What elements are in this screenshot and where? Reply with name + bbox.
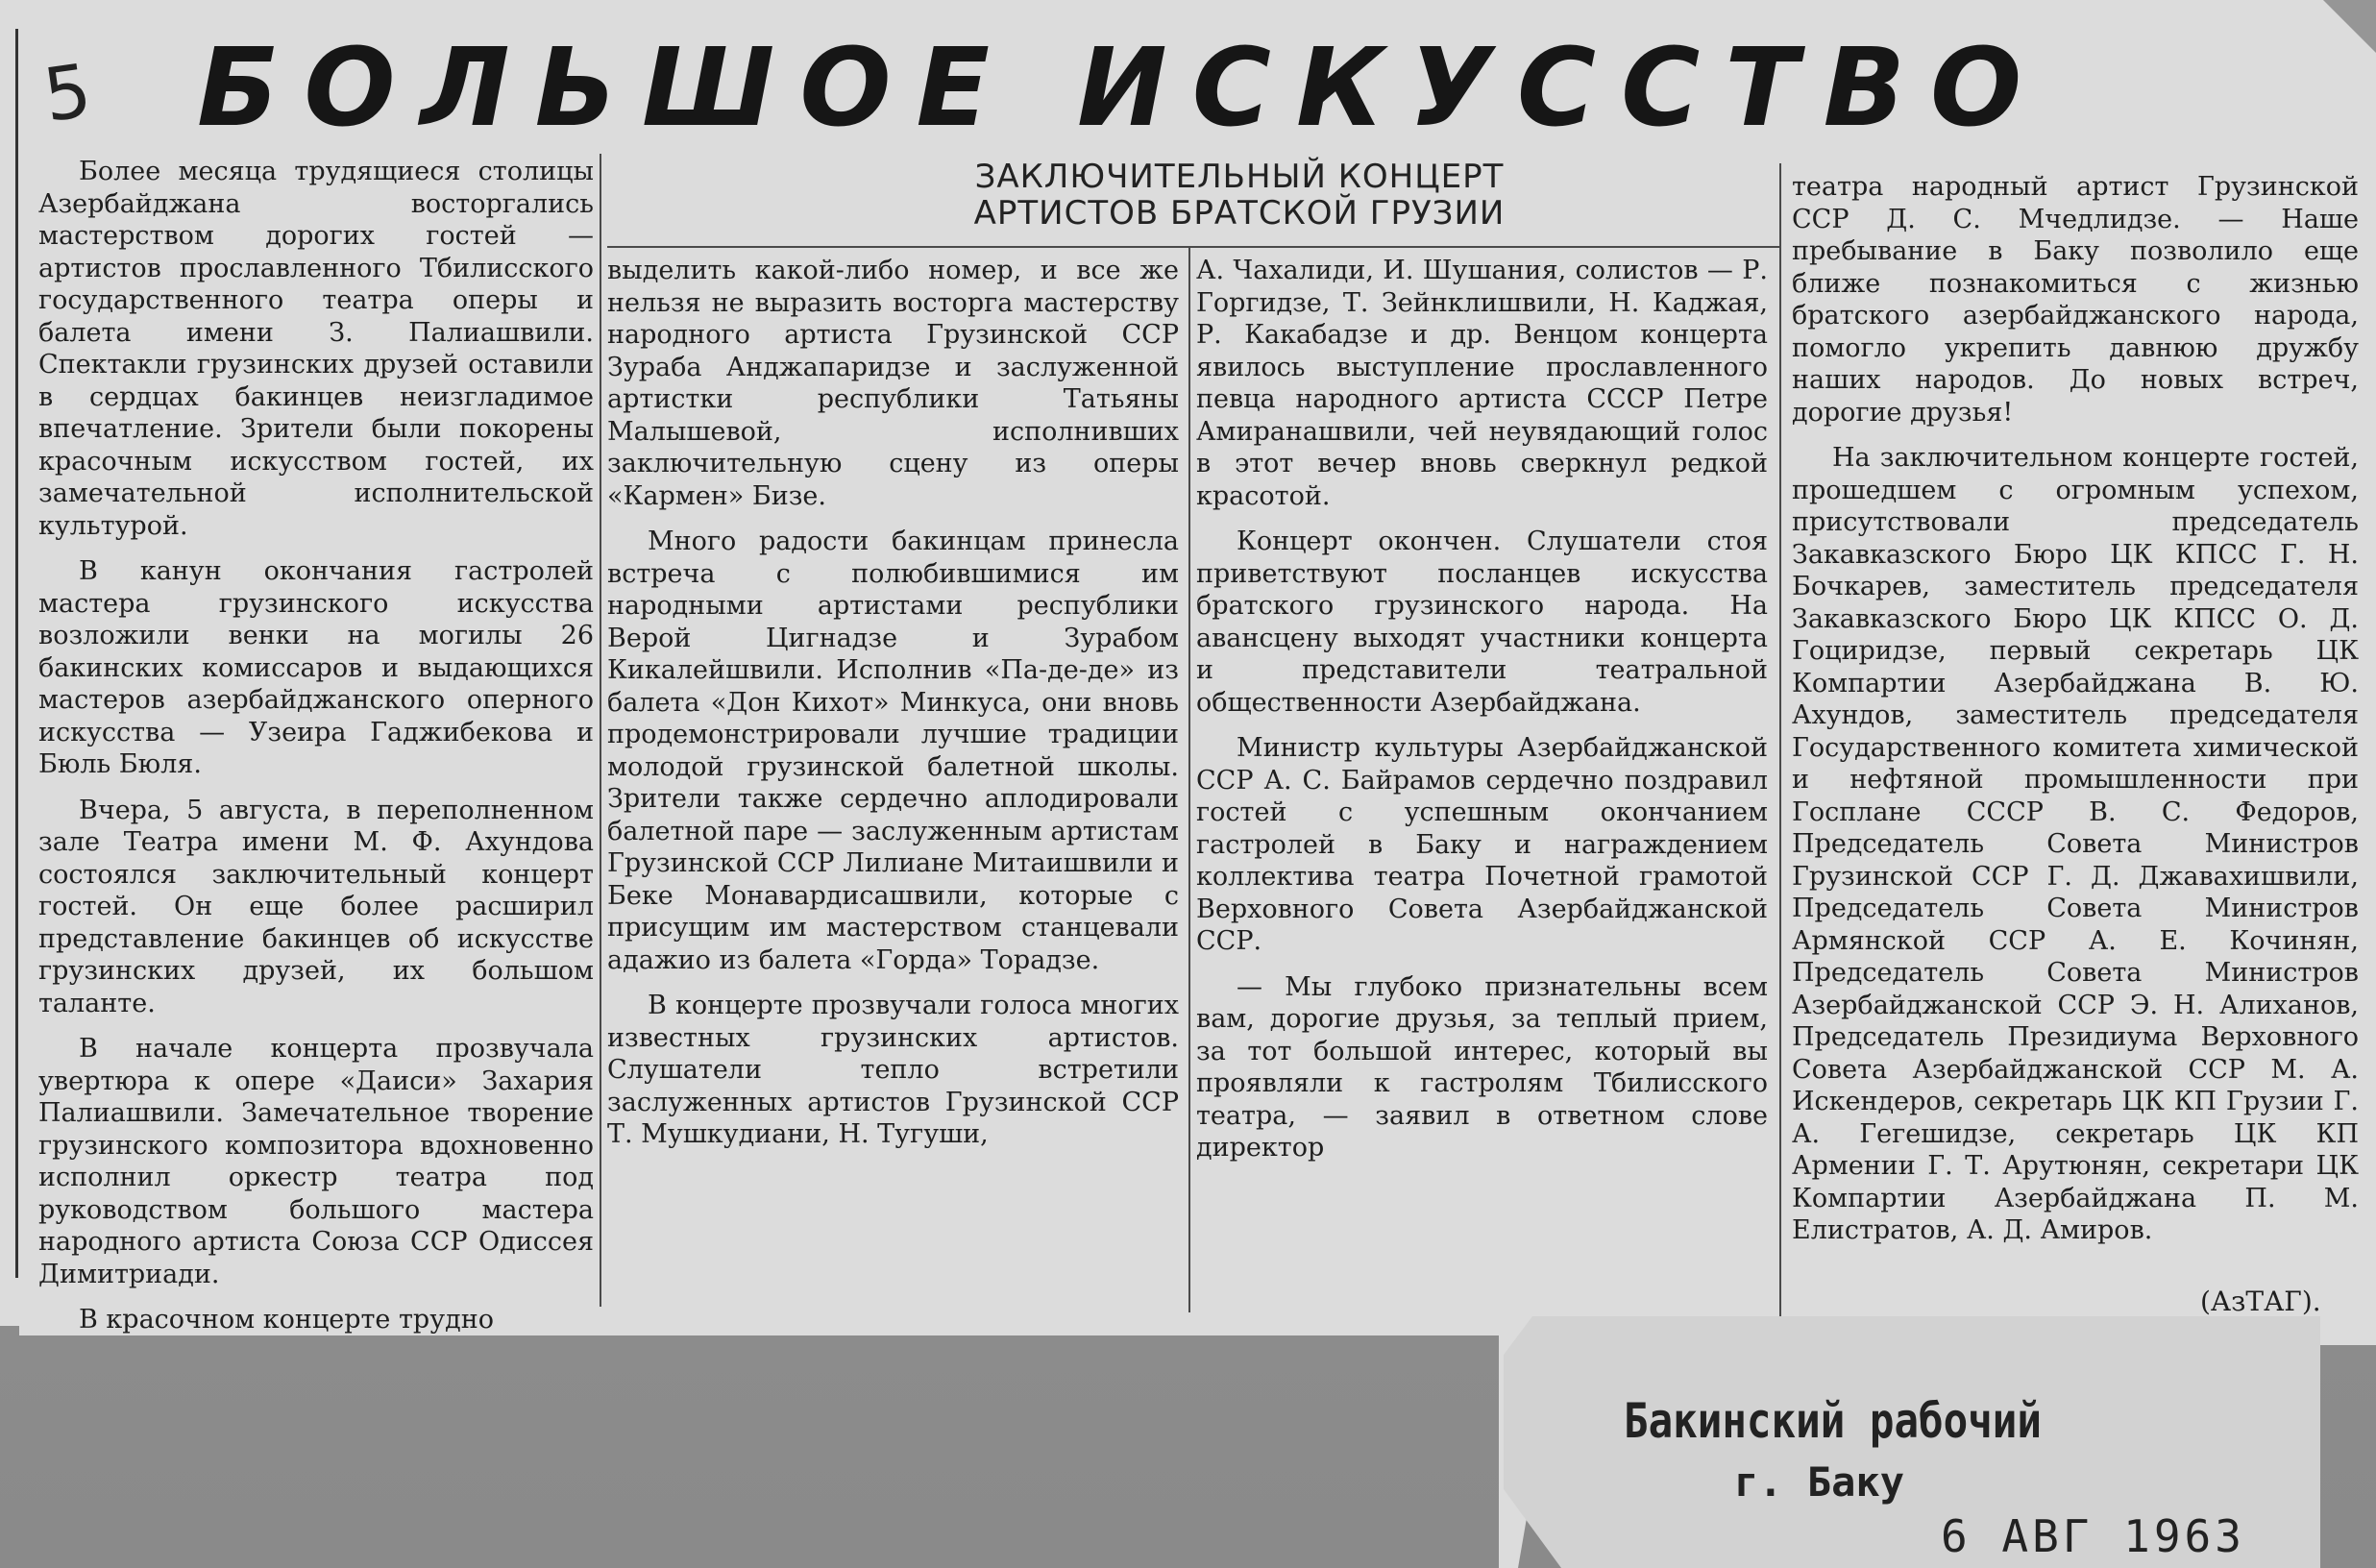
paragraph: В концерте прозвучали голоса многих известных грузинских артистов. Слушатели тепло встретили заслуженных артистов Грузинской ССР Т. Мушкудиани, Н. Тугуши, xyxy=(607,991,1179,1149)
paragraph: В канун окончания гастролей мастера грузинского искусства возложили венки на могилы 26 бакинских комиссаров и выдающихся мастеров азербайджанского оперного искусства — Узеира Гаджибекова и Бюль Бюля. xyxy=(38,556,594,779)
paragraph: Вчера, 5 августа, в переполненном зале Театра имени М. Ф. Ахундова состоялся заключительный концерт гостей. Он еще более расширил представление бакинцев об искусстве грузинских друзей, их большом таланте. xyxy=(38,795,594,1018)
column-divider xyxy=(1188,246,1190,1312)
subhead-line-1: ЗАКЛЮЧИТЕЛЬНЫЙ КОНЦЕРТ xyxy=(974,158,1505,196)
paragraph: Концерт окончен. Слушатели стоя приветствуют посланцев искусства братского грузинского народа. На авансцену выходят участники концерта и представители театральной общественности Азербайджана. xyxy=(1196,527,1768,718)
paragraph: Министр культуры Азербайджанской ССР А. С. Байрамов сердечно поздравил гостей с успешным окончанием гастролей в Баку и награждением коллектива театра Почетной грамотой Верховного Совета Азербайджанской ССР. xyxy=(1196,733,1768,956)
margin-line xyxy=(15,29,18,1278)
text-column-1 xyxy=(38,156,594,1335)
text-column-3 xyxy=(1196,255,1768,1311)
paragraph: Много радости бакинцам принесла встреча с полюбившимися им народными артистами республики Верой Цигнадзе и Зурабом Кикалейшвили. Исполнив «Па-де-де» из балета «Дон Кихот» Минкуса, они вновь продемонстрировали лучшие традиции молодой грузинской балетной школы. Зрители также сердечно аплодировали балетной паре — заслуженным артистам Грузинской ССР Лилиане Митаишвили и Беке Монавардисашвили, которые с присущим им мастерством станцевали адажио из балета «Горда» Торадзе. xyxy=(607,527,1179,975)
article-headline: БОЛЬШОЕ ИСКУССТВО xyxy=(197,26,2047,151)
stamp-newspaper-name: Бакинский рабочий xyxy=(1624,1393,2042,1449)
handwritten-margin-number: 5 xyxy=(38,47,97,138)
source-attribution: (АзТАГ). xyxy=(2200,1286,2321,1317)
text-column-2 xyxy=(607,255,1179,1302)
paragraph: театра народный артист Грузинской ССР Д. С. Мчедлидзе. — Наше пребывание в Баку позволило еще ближе познакомиться с жизнью братского азербайджанского народа, помогло укрепить давнюю дружбу наших народов. До новых встреч, дорогие друзья! xyxy=(1792,172,2359,428)
paragraph: Более месяца трудящиеся столицы Азербайджана восторгались мастерством дорогих гостей — артистов прославленного Тбилисского государственного театра оперы и балета имени З. Палиашвили. Спектакли грузинских друзей оставили в сердцах бакинцев неизгладимое впечатление. Зрители были покорены красочным искусством гостей, их замечательной исполнительской культурой. xyxy=(38,157,594,541)
column-divider xyxy=(1779,163,1781,1316)
subhead-line-2: АРТИСТОВ БРАТСКОЙ ГРУЗИИ xyxy=(973,194,1506,233)
stamp-city: г. Баку xyxy=(1734,1458,1905,1506)
paragraph: — Мы глубоко признательны всем вам, дорогие друзья, за теплый прием, за тот большой интерес, который вы проявляли к гастролям Тбилисского театра, — заявил в ответном слове директор xyxy=(1196,971,1768,1163)
stamp-date: 6 АВГ 1963 xyxy=(1941,1510,2245,1562)
paragraph: В начале концерта прозвучала увертюра к опере «Даиси» Захария Палиашвили. Замечательное творение грузинского композитора вдохновенно исполнил оркестр театра под руководством большого мастера народного артиста Союза ССР Одиссея Димитриади. xyxy=(38,1034,594,1289)
paragraph: В красочном концерте трудно xyxy=(79,1305,494,1335)
subhead-rule xyxy=(607,246,1779,248)
paragraph: На заключительном концерте гостей, прошедшем с огромным успехом, присутствовали председатель Закавказского Бюро ЦК КПСС Г. Н. Бочкарев, заместитель председателя Закавказского Бюро ЦК КПСС О. Д. Гоциридзе, первый секретарь ЦК Компартии Азербайджана В. Ю. Ахундов, заместитель председателя Государственного комитета химической и нефтяной промышленности при Госплане СССР В. С. Федоров, Председатель Совета Министров Грузинской ССР Г. Д. Джавахишвили, Председатель Совета Министров Армянской ССР А. Е. Кочинян, Председатель Совета Министров Азербайджанской ССР Э. Н. Алиханов, Председатель Президиума Верховного Совета Азербайджанской ССР М. А. Искендеров, секретарь ЦК КП Грузии Г. А. Гегешидзе, секретарь ЦК КП Армении Г. Т. Арутюнян, секретари ЦК Компартии Азербайджана П. М. Елистратов, А. Д. Амиров. xyxy=(1792,443,2359,1245)
paragraph: выделить какой-либо номер, и все же нельзя не выразить восторга мастерству народного артиста Грузинской ССР Зураба Анджапаридзе и заслуженной артистки республики Татьяны Малышевой, исполнивших заключительную сцену из оперы «Кармен» Бизе. xyxy=(607,256,1179,511)
paragraph: А. Чахалиди, И. Шушания, солистов — Р. Горгидзе, Т. Зейнклишвили, Н. Каджая, Р. Какабадзе и др. Венцом концерта явилось выступление прославленного певца народного артиста СССР Петре Амиранашвили, чей неувядающий голос в этот вечер вновь сверкнул редкой красотой. xyxy=(1196,256,1768,511)
column-divider xyxy=(600,154,601,1307)
text-column-4 xyxy=(1792,171,2359,1324)
article-subheadline xyxy=(826,159,1653,232)
